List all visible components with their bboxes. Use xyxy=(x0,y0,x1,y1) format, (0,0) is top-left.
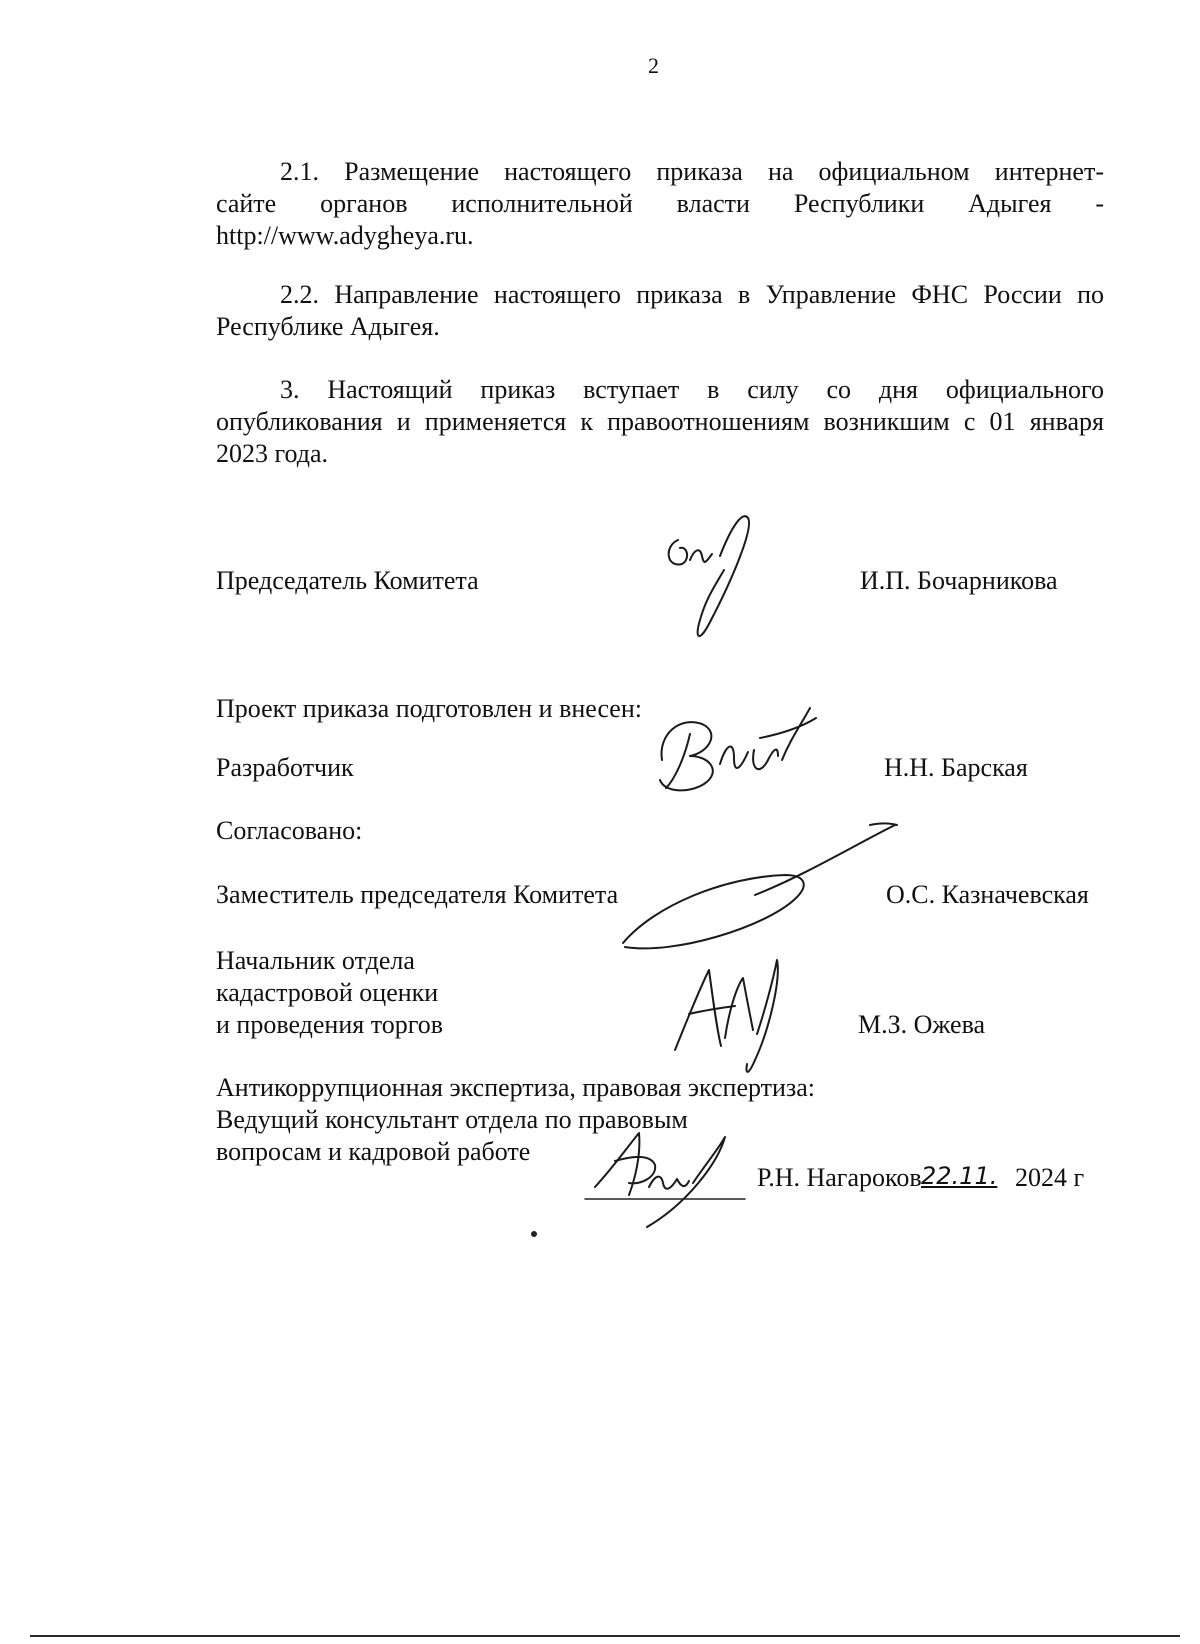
expertise-signature xyxy=(585,1125,755,1235)
head-name: М.З. Ожева xyxy=(858,1010,986,1039)
developer-signature xyxy=(650,700,820,800)
agreed-label: Согласовано: xyxy=(216,816,363,845)
paragraph-2-1-line-3: http://www.adygheya.ru. xyxy=(216,221,474,250)
paragraph-3 xyxy=(216,374,1104,470)
developer-name: Н.Н. Барская xyxy=(884,753,1028,782)
stray-dot xyxy=(531,1231,537,1237)
deputy-signature xyxy=(615,815,905,965)
expertise-date-handwritten: 22.11. xyxy=(921,1162,998,1190)
head-position-line-3: и проведения торгов xyxy=(216,1010,444,1039)
expertise-line-1: Антикоррупционная экспертиза, правовая экспертиза: xyxy=(216,1073,815,1102)
developer-position: Разработчик xyxy=(216,753,354,782)
paragraph-2-1 xyxy=(216,156,1104,252)
chairman-name: И.П. Бочарникова xyxy=(860,566,1058,595)
expertise-line-2: Ведущий консультант отдела по правовым xyxy=(216,1105,688,1134)
paragraph-2-1-line-2: сайте органов исполнительной власти Республики Адыгея - xyxy=(216,189,1104,218)
expertise-line-3: вопросам и кадровой работе xyxy=(216,1137,531,1166)
head-signature xyxy=(665,950,785,1080)
page-number: 2 xyxy=(648,53,659,78)
paragraph-3-line-1: 3. Настоящий приказ вступает в силу со дня официального xyxy=(280,375,1104,404)
paragraph-2-2 xyxy=(216,279,1104,343)
paragraph-3-line-2: опубликования и применяется к правоотношениям возникшим с 01 января xyxy=(216,407,1104,436)
chairman-signature xyxy=(660,510,770,650)
expertise-date-suffix: 2024 г xyxy=(1015,1163,1085,1192)
deputy-name: О.С. Казначевская xyxy=(886,880,1089,909)
head-position-line-1: Начальник отдела xyxy=(216,946,415,975)
paragraph-2-2-line-1: 2.2. Направление настоящего приказа в Управление ФНС России по xyxy=(280,280,1104,309)
expertise-name: Р.Н. Нагароков xyxy=(757,1163,922,1192)
chairman-position: Председатель Комитета xyxy=(216,566,479,595)
head-position-line-2: кадастровой оценки xyxy=(216,978,439,1007)
prepared-by-label: Проект приказа подготовлен и внесен: xyxy=(216,694,642,723)
paragraph-3-line-3: 2023 года. xyxy=(216,439,329,468)
paragraph-2-2-line-2: Республике Адыгея. xyxy=(216,312,440,341)
bottom-rule xyxy=(30,1635,1180,1637)
deputy-position: Заместитель председателя Комитета xyxy=(216,880,619,909)
paragraph-2-1-line-1: 2.1. Размещение настоящего приказа на официальном интернет- xyxy=(280,157,1104,186)
